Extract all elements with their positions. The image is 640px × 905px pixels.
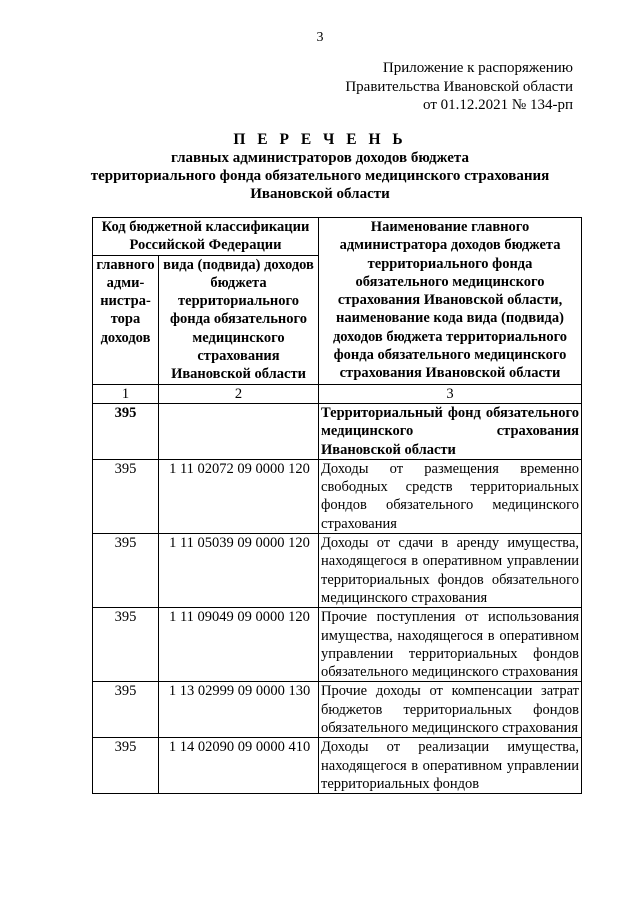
admin-code-cell: 395 xyxy=(93,738,159,794)
page-number: 3 xyxy=(316,30,324,45)
appendix-line-2: Правительства Ивановской области xyxy=(345,78,573,95)
income-name-cell: Доходы от сдачи в аренду имущества, находящегося в оперативном управлении территориальных фондов обязательного медицинского страхования xyxy=(319,534,582,608)
column-number: 1 xyxy=(93,384,159,403)
title-line-3: Ивановской области xyxy=(250,186,390,202)
table-row xyxy=(93,403,582,459)
header-name: Наименование главного администратора доходов бюджета территориального фонда обязательного медицинского страхования Ивановской области, наименование кода вида (подвида) доходов бюджета территориального фонда обязательного медицинского страхования Ивановской области xyxy=(319,218,582,385)
income-code-cell: 1 11 09049 09 0000 120 xyxy=(159,608,319,682)
appendix-line-1: Приложение к распоряжению xyxy=(382,60,573,76)
header-income-code: вида (подвида) доходов бюджета территориального фонда обязательного медицинского страхования Ивановской области xyxy=(159,255,319,384)
income-name-cell: Территориальный фонд обязательного медицинского страхования Ивановской области xyxy=(319,403,582,459)
table-row xyxy=(93,534,582,608)
income-code-cell: 1 11 02072 09 0000 120 xyxy=(159,459,319,533)
table-row xyxy=(93,682,582,738)
appendix-line-3: от 01.12.2021 № 134-рп xyxy=(423,97,573,113)
income-code-cell: 1 13 02999 09 0000 130 xyxy=(159,682,319,738)
admin-code-cell: 395 xyxy=(93,403,159,459)
title-heading: П Е Р Е Ч Е Н Ь xyxy=(233,131,407,148)
title-line-1: главных администраторов доходов бюджета xyxy=(171,150,469,166)
income-name-cell: Доходы от размещения временно свободных средств территориальных фондов обязательного медицинского страхования xyxy=(319,459,582,533)
income-code-cell: 1 14 02090 09 0000 410 xyxy=(159,738,319,794)
table-row xyxy=(93,738,582,794)
income-code-cell xyxy=(159,403,319,459)
title-line-2: территориального фонда обязательного медицинского страхования xyxy=(90,168,550,184)
column-number: 3 xyxy=(319,384,582,403)
admin-code-cell: 395 xyxy=(93,608,159,682)
header-kbk: Код бюджетной классификации Российской Федерации xyxy=(93,218,319,256)
income-name-cell: Прочие поступления от использования имущества, находящегося в оперативном управлении территориальных фондов обязательного медицинского страхования xyxy=(319,608,582,682)
appendix-block xyxy=(345,59,573,115)
income-code-cell: 1 11 05039 09 0000 120 xyxy=(159,534,319,608)
income-name-cell: Прочие доходы от компенсации затрат бюджетов территориальных фондов обязательного медицинского страхования xyxy=(319,682,582,738)
column-number: 2 xyxy=(159,384,319,403)
administrators-table xyxy=(92,217,582,794)
table-header-row xyxy=(93,218,582,256)
header-admin-code: главного адми-нистра-тора доходов xyxy=(93,255,159,384)
table-row xyxy=(93,459,582,533)
admin-code-cell: 395 xyxy=(93,682,159,738)
document-title xyxy=(0,131,640,203)
table-row xyxy=(93,608,582,682)
column-number-row xyxy=(93,384,582,403)
income-name-cell: Доходы от реализации имущества, находящегося в оперативном управлении территориальных фондов xyxy=(319,738,582,794)
admin-code-cell: 395 xyxy=(93,459,159,533)
admin-code-cell: 395 xyxy=(93,534,159,608)
